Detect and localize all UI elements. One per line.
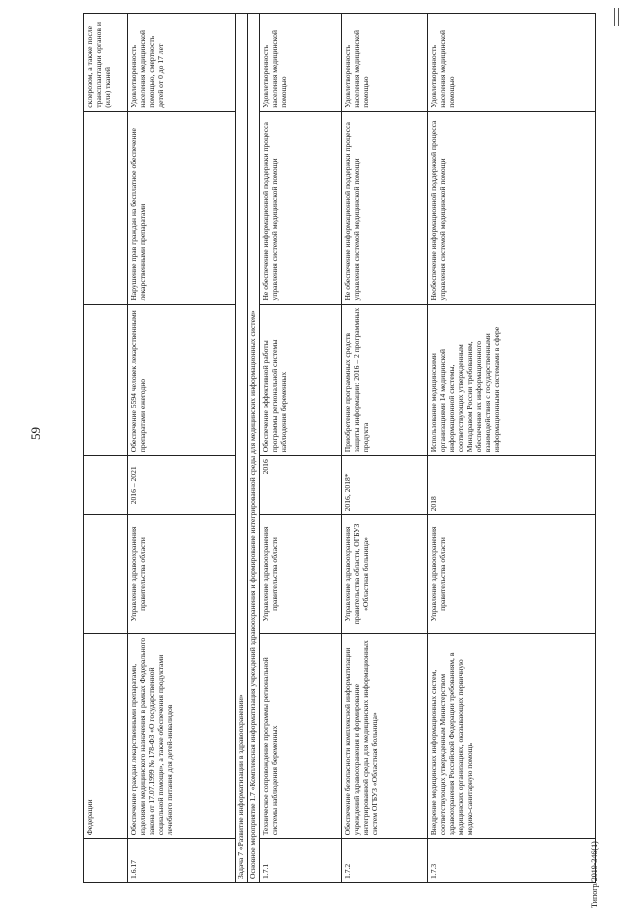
cell-result bbox=[84, 304, 128, 456]
cell-risk: Необеспечение информационной поддержкой процесса управления системой медицинской помощи bbox=[427, 111, 595, 304]
cell-executor: Управление здравоохранения правительства области bbox=[128, 515, 236, 633]
cell-num bbox=[84, 839, 128, 883]
cell-effect: Удовлетворенность населения медицинской помощью bbox=[259, 14, 341, 112]
table-row bbox=[427, 14, 595, 883]
task-heading: Задача 7 «Развитие информатизации в здравоохранении» bbox=[236, 14, 248, 883]
cell-executor: Управление здравоохранения правительства области, ОГБУЗ «Областная больница» bbox=[341, 515, 427, 633]
cell-term: 2016 bbox=[259, 456, 341, 515]
cell-result: Обеспечение 5594 человек лекарственными препаратами ежегодно bbox=[128, 304, 236, 456]
cell-executor bbox=[84, 515, 128, 633]
cell-risk: Не обеспечение информационной поддержки процесса управления системой медицинской помощи bbox=[341, 111, 427, 304]
activity-row bbox=[247, 14, 259, 883]
table-row bbox=[84, 14, 128, 883]
cell-risk: Нарушение прав граждан на бесплатное обеспечение лекарственными препаратами bbox=[128, 111, 236, 304]
cell-term: 2018 bbox=[427, 456, 595, 515]
cell-num: 1.7.1 bbox=[259, 839, 341, 883]
table-row bbox=[259, 14, 341, 883]
cell-result: Использование медицинскими организациями 14 медицинской информационной системы, соответствующих утвержденным Минздравом России требованиям, обеспечение их информационного взаимодействия с государственными информационными системами в сфере bbox=[427, 304, 595, 456]
cell-term: 2016, 2018* bbox=[341, 456, 427, 515]
cell-name: Федерации bbox=[84, 633, 128, 839]
cell-name: Обеспечение безопасности комплексной информатизации учреждений здравоохранения и формирование интегрированной среды для медицинских информационных систем ОГБУЗ «Областная больница» bbox=[341, 633, 427, 839]
scan-edge-marks bbox=[612, 8, 622, 26]
activity-heading: Основное мероприятие 1.7 «Комплексная информатизация учреждений здравоохранения и формирование интегрированной среды для медицинских информационных систем» bbox=[247, 14, 259, 883]
cell-term: 2016 – 2021 bbox=[128, 456, 236, 515]
table-row bbox=[341, 14, 427, 883]
program-table-page bbox=[83, 13, 591, 883]
cell-effect: Удовлетворенность населения медицинской помощью bbox=[341, 14, 427, 112]
cell-effect: склерозом, а также после трансплантации органов и (или) тканей bbox=[84, 14, 128, 112]
cell-effect: Удовлетворенность населения медицинской помощью bbox=[427, 14, 595, 112]
task-row bbox=[236, 14, 248, 883]
cell-term bbox=[84, 456, 128, 515]
cell-effect: Удовлетворенность населения медицинской помощью, смертность детей от 0 до 17 лет bbox=[128, 14, 236, 112]
cell-num: 1.6.17 bbox=[128, 839, 236, 883]
cell-result: Обеспечение эффективной работы программы региональной системы наблюдения беременных bbox=[259, 304, 341, 456]
cell-risk: Не обеспечение информационной поддержки процесса управления системой медицинской помощи bbox=[259, 111, 341, 304]
cell-risk bbox=[84, 111, 128, 304]
cell-num: 1.7.2 bbox=[341, 839, 427, 883]
table-row bbox=[128, 14, 236, 883]
cell-name: Техническое сопровождение программы региональной системы наблюдения беременных bbox=[259, 633, 341, 839]
page-number: 59 bbox=[28, 427, 43, 440]
cell-num: 1.7.3 bbox=[427, 839, 595, 883]
cell-executor: Управление здравоохранения правительства области bbox=[259, 515, 341, 633]
cell-result: Приобретение программных средств защиты информации: 2016 – 2 программных продукта bbox=[341, 304, 427, 456]
program-activities-table bbox=[83, 13, 596, 883]
cell-name: Обеспечение граждан лекарственными препаратами, изделиями медицинского назначения в рамках Федерального закона от 17.07.1999 № 178-ФЗ «О государственной социальной помощи», а также обеспечения продуктами лечебного питания для детей-инвалидов bbox=[128, 633, 236, 839]
cell-executor: Управление здравоохранения правительства области bbox=[427, 515, 595, 633]
footer-code: Типогр/2019-346(1) bbox=[590, 841, 599, 908]
cell-name: Внедрение медицинских информационных систем, соответствующих утвержденным Министерством здравоохранения Российской Федерации требованиям, в медицинских организациях, оказывающих первичную медико-санитарную помощь bbox=[427, 633, 595, 839]
